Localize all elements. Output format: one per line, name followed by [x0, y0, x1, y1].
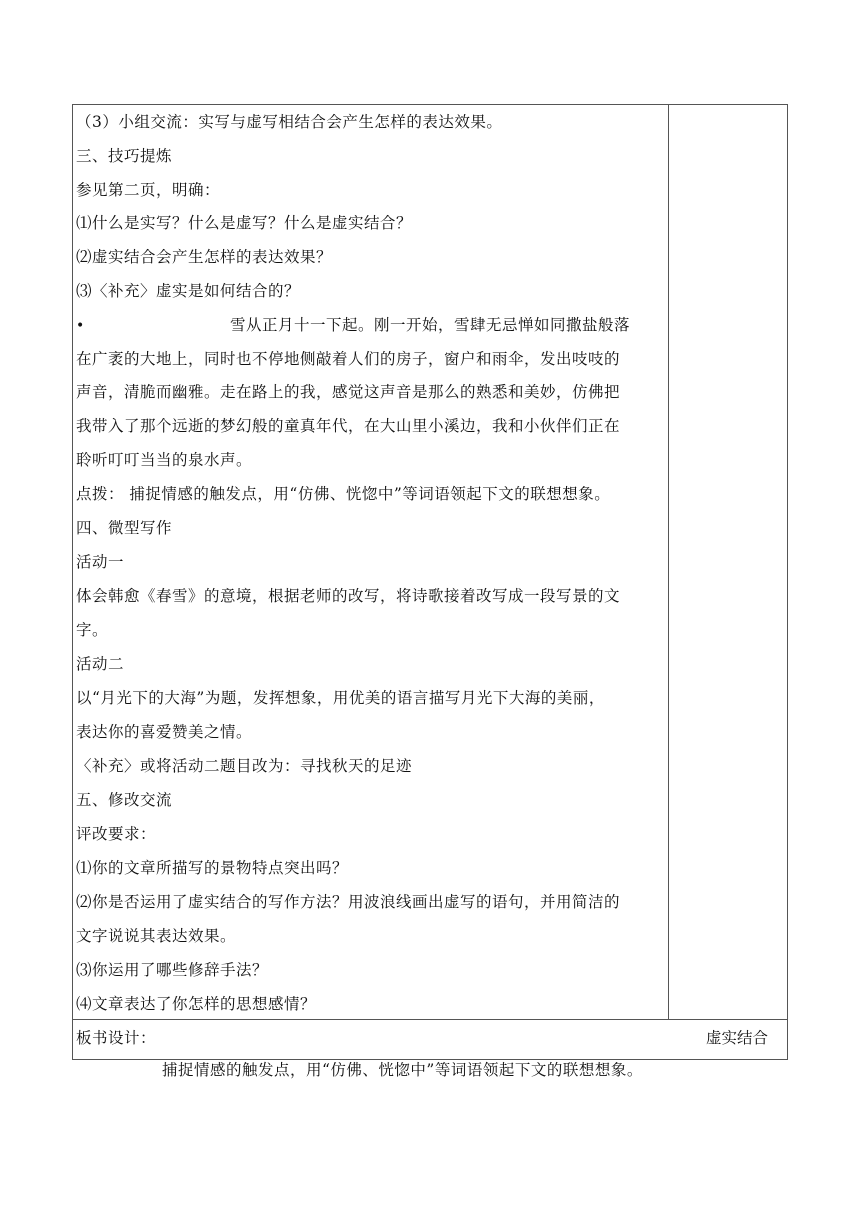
bullet-mark: • [76, 318, 85, 334]
text-line: 参见第二页，明确： [76, 181, 221, 199]
row-divider [72, 1019, 788, 1020]
text-line: 文字说说其表达效果。 [76, 927, 237, 945]
text-line: ⑶〈补充〉虚实是如何结合的？ [76, 282, 301, 300]
column-divider [668, 104, 669, 1019]
text-line: 以“月光下的大海”为题，发挥想象，用优美的语言描写月光下大海的美丽， [76, 689, 605, 707]
section-heading: 五、修改交流 [76, 791, 173, 809]
passage-line: 在广袤的大地上，同时也不停地侧敲着人们的房子，窗户和雨伞，发出吱吱的 [76, 350, 621, 368]
text-line: 〈补充〉或将活动二题目改为：寻找秋天的足迹 [76, 757, 413, 775]
passage-line: 声音，清脆而幽雅。走在路上的我，感觉这声音是那么的熟悉和美妙，仿佛把 [76, 383, 621, 401]
hint-line: 点拨： 捕捉情感的触发点，用“仿佛、恍惚中”等词语领起下文的联想想象。 [76, 485, 611, 503]
text-line: 体会韩愈《春雪》的意境，根据老师的改写，将诗歌接着改写成一段写景的文 [76, 587, 621, 605]
text-line: ⑴你的文章所描写的景物特点突出吗？ [76, 859, 349, 877]
text-line: 评改要求： [76, 825, 157, 843]
text-line: ⑵你是否运用了虚实结合的写作方法？用波浪线画出虚写的语句，并用简洁的 [76, 893, 621, 911]
board-center-text: 捕捉情感的触发点，用“仿佛、恍惚中”等词语领起下文的联想想象。 [162, 1061, 643, 1079]
text-line: ⑶你运用了哪些修辞手法？ [76, 961, 269, 979]
text-line: ⑷文章表达了你怎样的思想感情？ [76, 995, 317, 1013]
board-label: 板书设计： [76, 1029, 157, 1047]
activity-label: 活动一 [76, 553, 125, 571]
section-heading: 三、技巧提炼 [76, 147, 173, 165]
text-line: 表达你的喜爱赞美之情。 [76, 723, 253, 741]
board-right-label: 虚实结合 [706, 1029, 769, 1047]
activity-label: 活动二 [76, 655, 125, 673]
passage-line: 雪从正月十一下起。刚一开始，雪肆无忌惮如同撒盐般落 [230, 316, 631, 334]
text-line: （3）小组交流：实写与虚写相结合会产生怎样的表达效果。 [76, 113, 503, 131]
passage-line: 我带入了那个远逝的梦幻般的童真年代，在大山里小溪边，我和小伙伴们正在 [76, 417, 621, 435]
text-line: ⑵虚实结合会产生怎样的表达效果？ [76, 248, 333, 266]
text-line: 字。 [76, 621, 109, 639]
passage-line: 聆听叮叮当当的泉水声。 [76, 451, 253, 469]
text-line: ⑴什么是实写？什么是虚写？什么是虚实结合？ [76, 214, 413, 232]
section-heading: 四、微型写作 [76, 519, 173, 537]
